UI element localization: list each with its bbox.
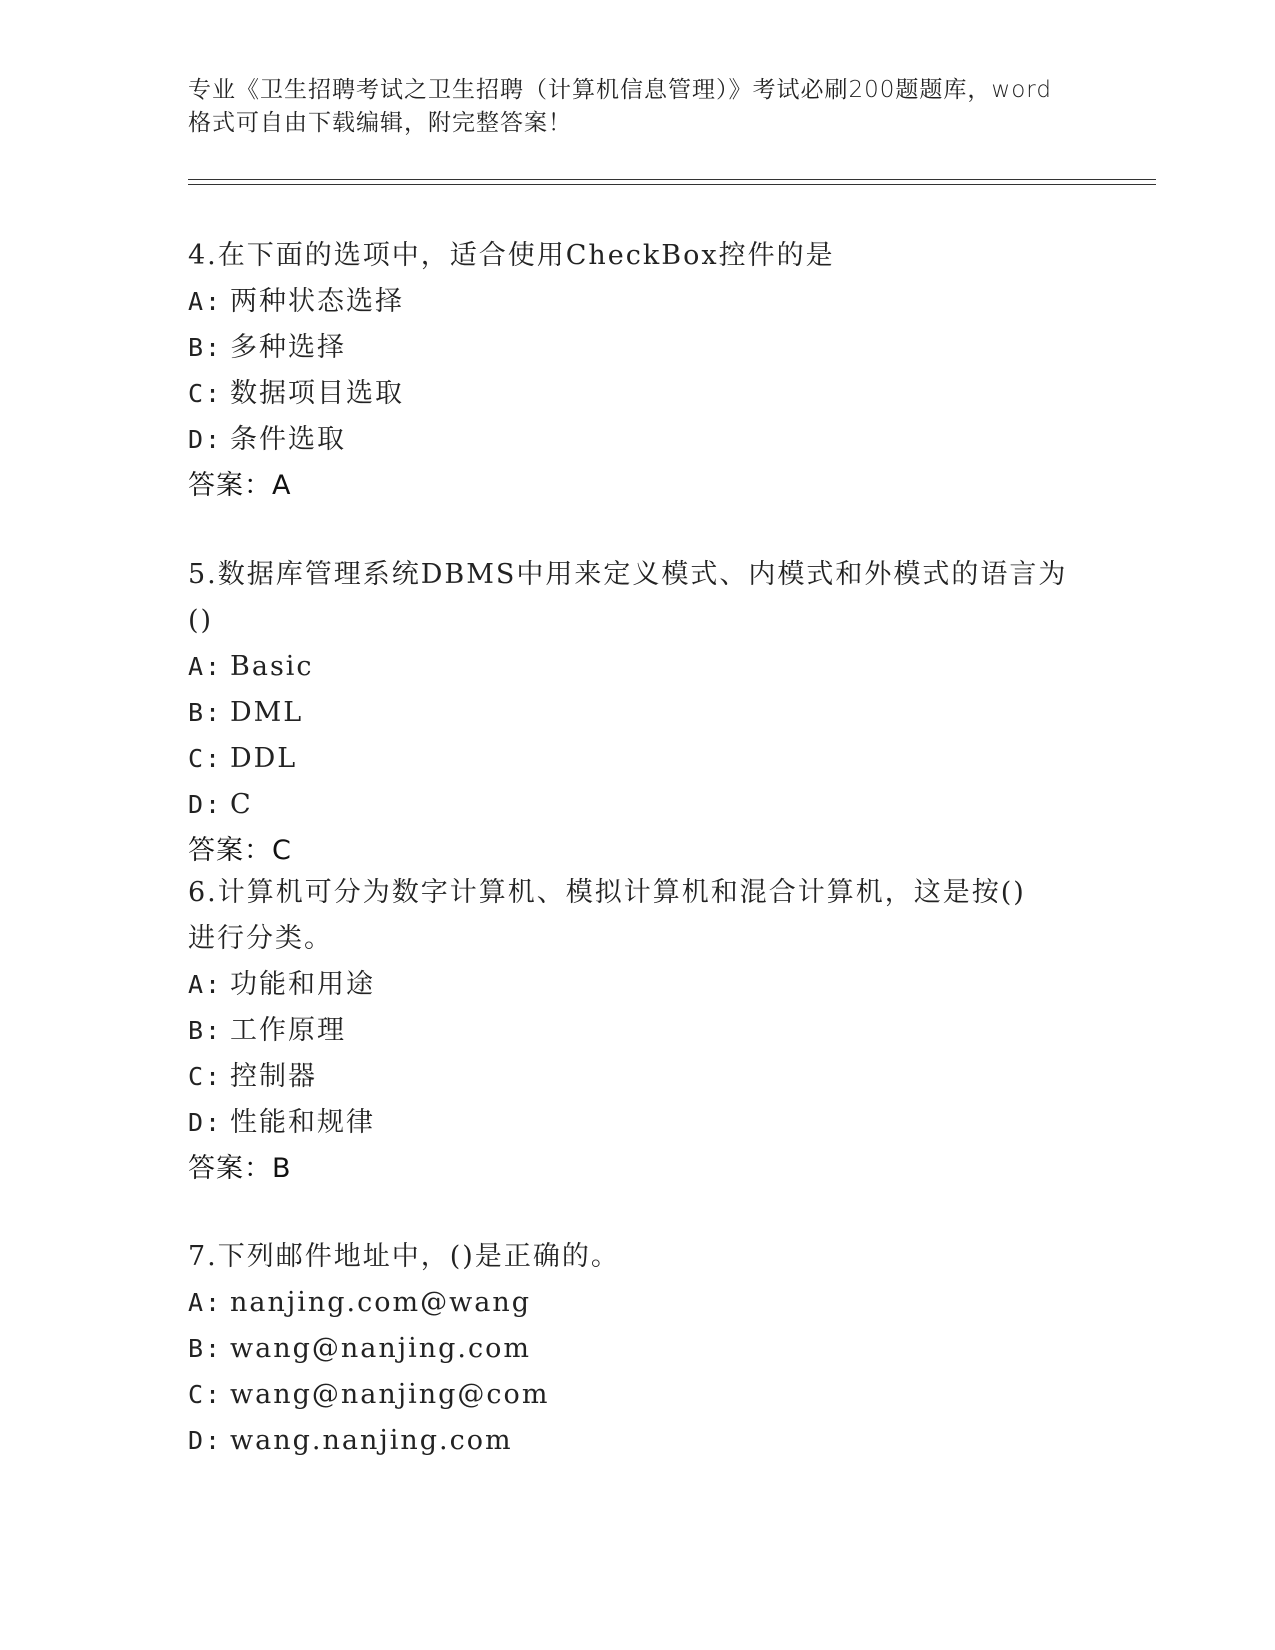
question-7 [188,1234,1088,1464]
option-text: 性能和规律 [230,1107,375,1138]
option-a [188,644,1088,690]
answer-line: 答案：B [188,1153,292,1184]
option-d [188,1100,1088,1146]
option-b [188,1326,1088,1372]
option-letter: C: [188,1380,223,1409]
header-divider-top [188,179,1156,180]
option-text: 控制器 [230,1061,317,1092]
option-letter: B: [188,1016,223,1045]
option-a [188,1280,1088,1326]
option-letter: D: [188,1108,223,1137]
answer-line: 答案：C [188,835,292,866]
option-c [188,1372,1088,1418]
option-d [188,1418,1088,1464]
option-letter: C: [188,379,223,408]
option-letter: D: [188,425,223,454]
option-text: wang@nanjing.com [230,1333,531,1364]
option-text: 条件选取 [230,424,346,455]
option-b [188,690,1088,736]
option-a [188,279,1088,325]
option-letter: A: [188,652,223,681]
option-c [188,1054,1088,1100]
question-text: 6.计算机可分为数字计算机、模拟计算机和混合计算机，这是按()进行分类。 [188,877,1026,954]
option-b [188,1008,1088,1054]
header-line-2: 格式可自由下载编辑，附完整答案！ [188,110,572,136]
option-letter: C: [188,1062,223,1091]
question-6 [188,870,1088,1192]
option-d [188,782,1088,828]
option-letter: C: [188,744,223,773]
option-text: wang.nanjing.com [230,1425,513,1456]
header-divider-bottom [188,184,1156,185]
option-c [188,371,1088,417]
option-letter: A: [188,1288,223,1317]
question-text: 7.下列邮件地址中，()是正确的。 [188,1241,620,1272]
option-b [188,325,1088,371]
option-letter: A: [188,970,223,999]
document-header [188,74,1088,140]
option-text: 工作原理 [230,1015,346,1046]
question-5 [188,552,1088,874]
question-text: 4.在下面的选项中，适合使用CheckBox控件的是 [188,240,835,271]
header-line-1: 专业《卫生招聘考试之卫生招聘（计算机信息管理）》考试必刷200题题库，word [188,77,1052,103]
option-text: wang@nanjing@com [230,1379,550,1410]
option-letter: B: [188,333,223,362]
option-text: DML [230,697,304,728]
option-c [188,736,1088,782]
option-text: 两种状态选择 [230,286,404,317]
option-letter: A: [188,287,223,316]
option-text: 数据项目选取 [230,378,404,409]
answer-line: 答案：A [188,470,292,501]
question-4 [188,233,1088,509]
option-text: Basic [230,651,314,682]
option-letter: B: [188,1334,223,1363]
option-text: C [230,789,253,820]
option-a [188,962,1088,1008]
option-text: 多种选择 [230,332,346,363]
option-letter: B: [188,698,223,727]
option-text: nanjing.com@wang [230,1287,531,1318]
option-text: DDL [230,743,298,774]
option-letter: D: [188,1426,223,1455]
option-letter: D: [188,790,223,819]
option-text: 功能和用途 [230,969,375,1000]
option-d [188,417,1088,463]
question-text: 5.数据库管理系统DBMS中用来定义模式、内模式和外模式的语言为() [188,559,1068,636]
